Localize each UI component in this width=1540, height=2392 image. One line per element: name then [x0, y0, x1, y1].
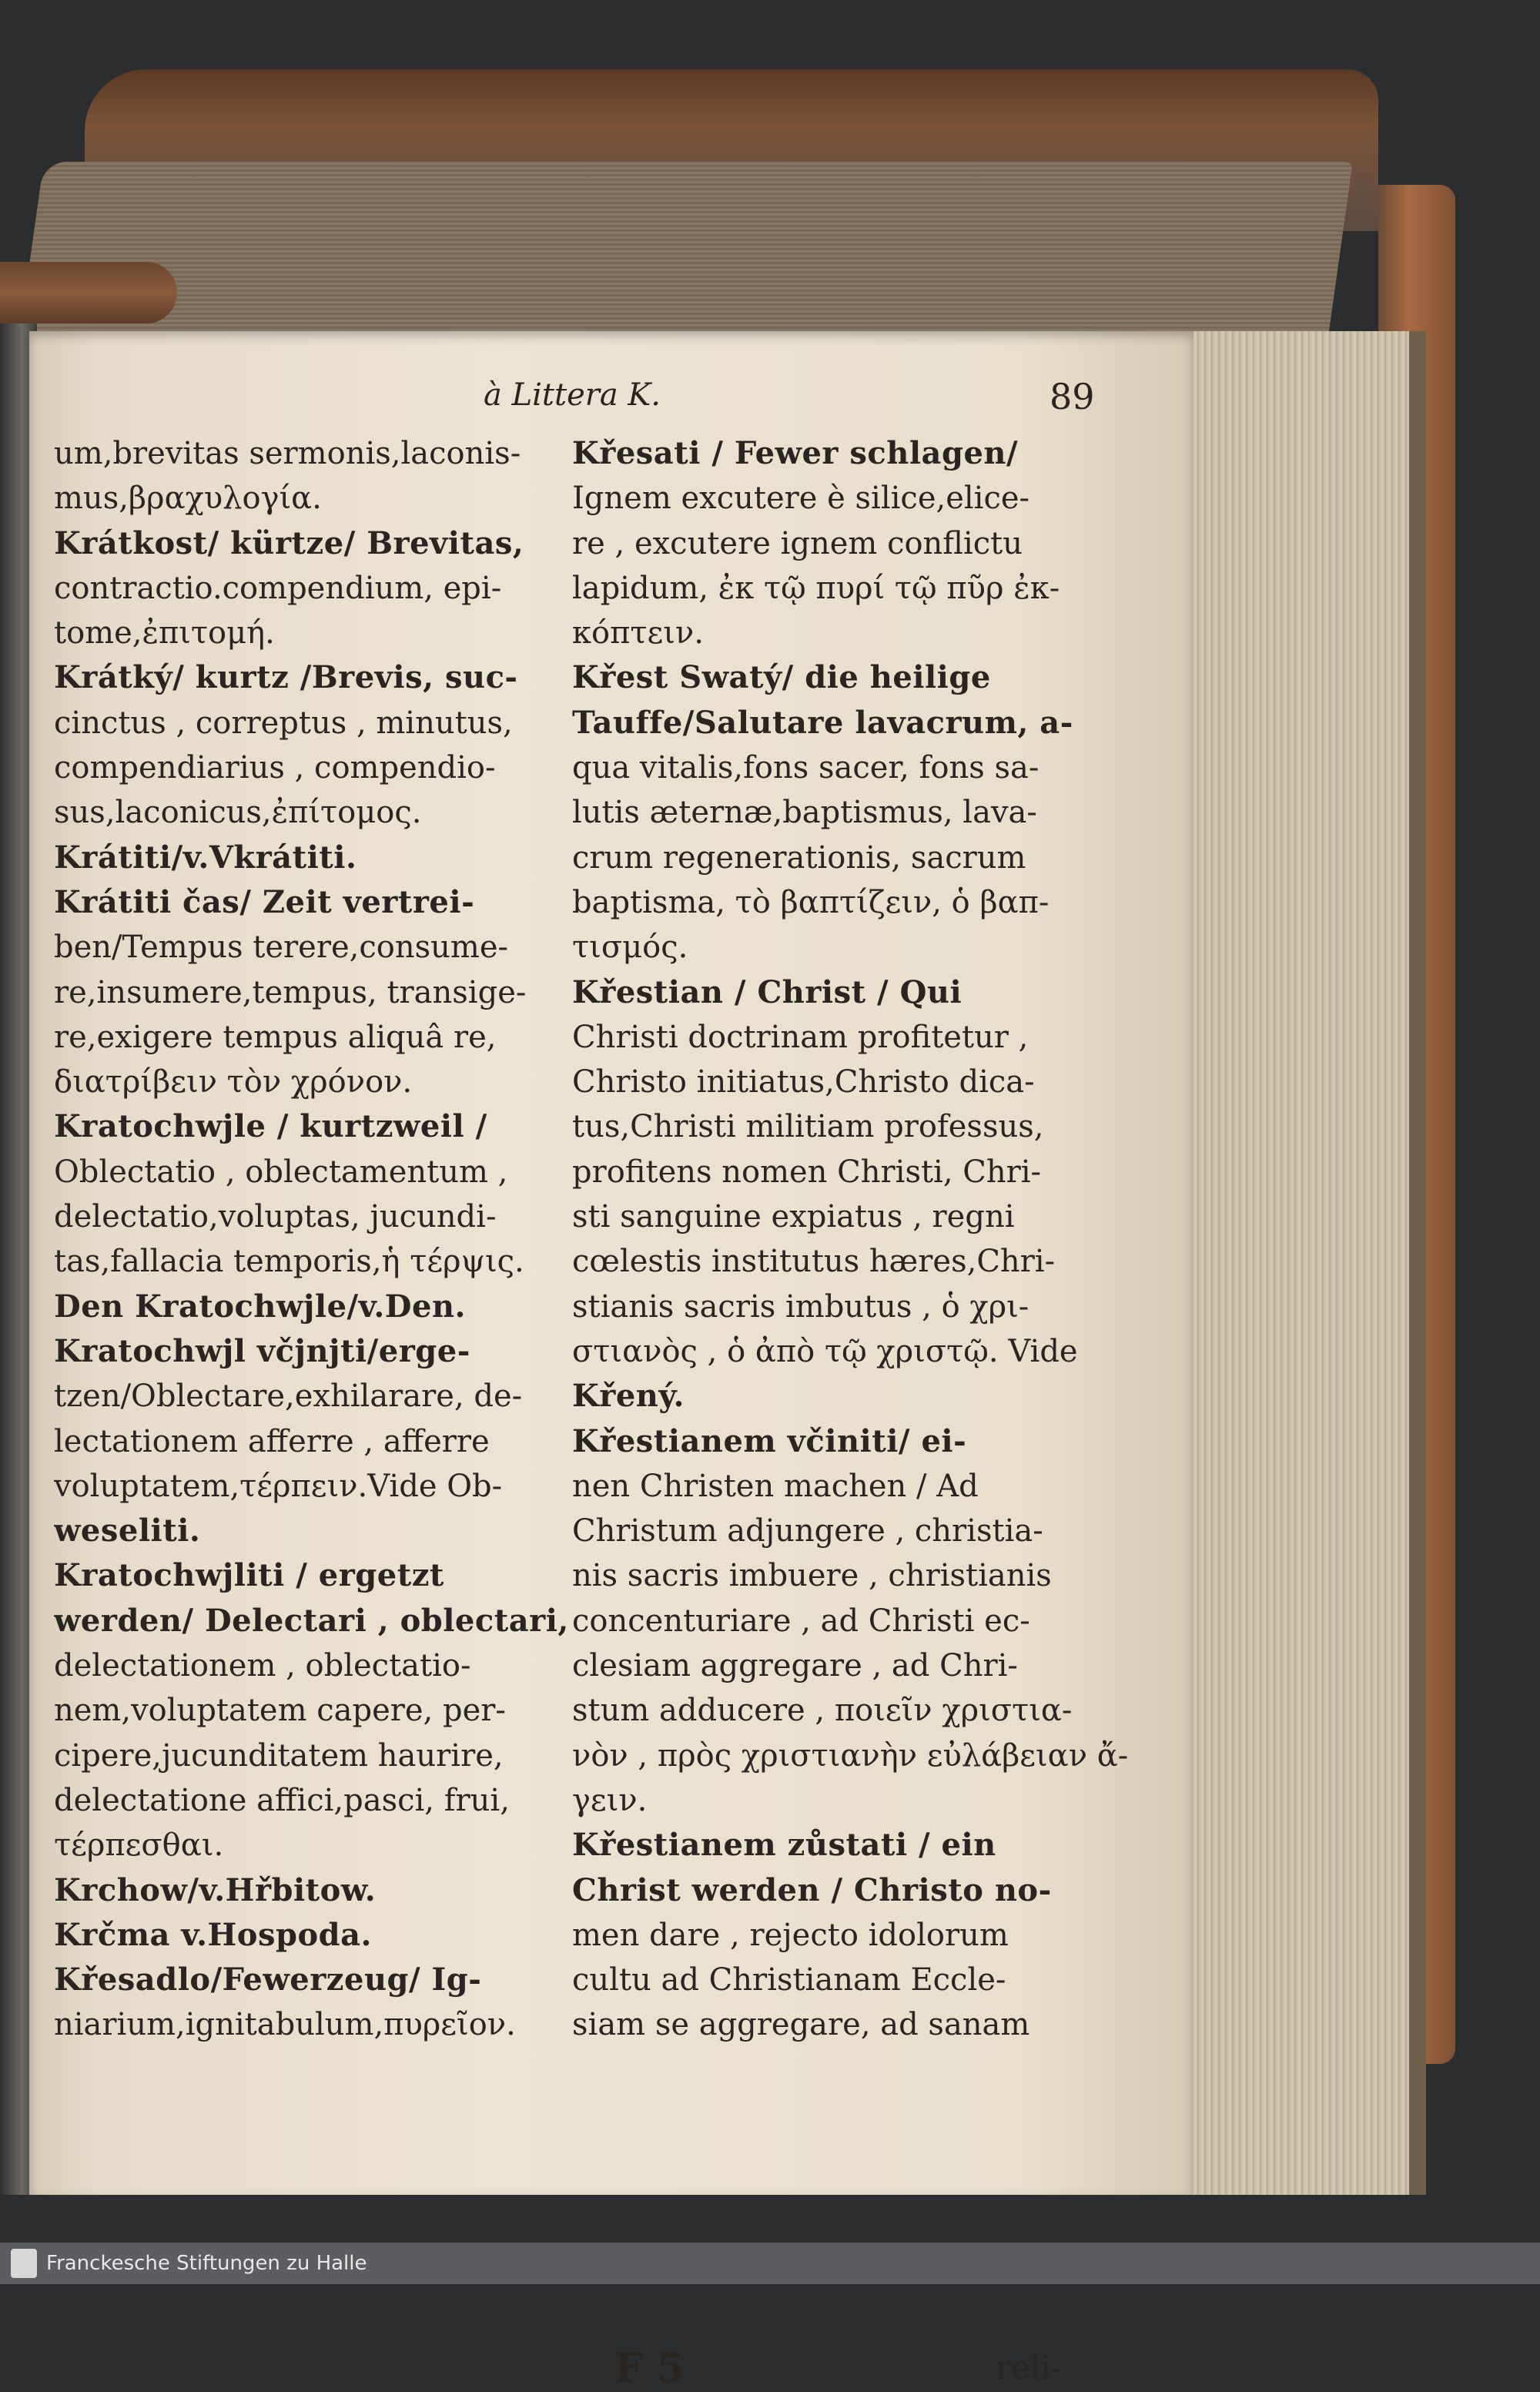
text-line: lectationem afferre , afferre: [54, 1423, 490, 1459]
text-line: ben/Tempus terere,consume-: [54, 930, 508, 966]
text-line: στιανὸς , ὁ ἀπὸ τῷ χριστῷ. Vide: [572, 1333, 1078, 1369]
footer-credit: Franckesche Stiftungen zu Halle: [46, 2252, 367, 2275]
text-line: delectationem , oblectatio-: [54, 1648, 471, 1684]
text-line: re , excutere ignem conflictu: [572, 525, 1023, 561]
text-line: nen Christen machen / Ad: [572, 1468, 979, 1504]
text-line: weseliti.: [54, 1513, 201, 1549]
text-line: siam se aggregare, ad sanam: [572, 2007, 1030, 2043]
text-line: Křestian / Christ / Qui: [572, 973, 962, 1010]
text-line: Christum adjungere , christia-: [572, 1513, 1043, 1549]
text-line: κόπτειν.: [572, 615, 704, 652]
text-line: Tauffe/Salutare lavacrum, a-: [572, 704, 1073, 741]
text-line: τισμός.: [572, 930, 688, 966]
text-line: cœlestis institutus hæres,Chri-: [572, 1244, 1056, 1280]
book-clasp: [0, 262, 177, 323]
text-line: um,brevitas sermonis,laconis-: [54, 436, 521, 471]
text-line: crum regenerationis, sacrum: [572, 839, 1026, 876]
text-line: delectatione affici,pasci, frui,: [54, 1782, 510, 1818]
text-line: voluptatem,τέρπειν.Vide Ob-: [54, 1468, 503, 1504]
text-line: delectatio,voluptas, jucundi-: [54, 1199, 497, 1235]
text-line: clesiam aggregare , ad Chri-: [572, 1648, 1018, 1684]
text-line: profitens nomen Christi, Chri-: [572, 1154, 1042, 1190]
text-line: qua vitalis,fons sacer, fons sa-: [572, 750, 1040, 786]
text-line: Krčma v.Hospoda.: [54, 1916, 372, 1953]
text-line: concenturiare , ad Christi ec-: [572, 1603, 1030, 1639]
text-line: Krchow/v.Hřbitow.: [54, 1871, 377, 1908]
right-column: [572, 431, 1146, 2048]
running-head: à Littera K.: [484, 377, 661, 413]
page-edges-right: [1186, 331, 1426, 2195]
text-line: cinctus , correptus , minutus,: [54, 705, 513, 741]
text-line: νὸν , πρὸς χριστιανὴν εὐλάβειαν ἄ-: [572, 1737, 1129, 1774]
text-line: tus,Christi militiam professus,: [572, 1109, 1044, 1145]
text-line: tzen/Oblectare,exhilarare, de-: [54, 1379, 523, 1415]
text-line: Křesati / Fewer schlagen/: [572, 435, 1019, 471]
catchword: reli-: [996, 2349, 1062, 2387]
text-line: nem,voluptatem capere, per-: [54, 1693, 506, 1729]
page-header: [29, 377, 1194, 424]
text-line: Krátkost/ kürtze/ Brevitas,: [54, 524, 524, 561]
left-column: [54, 431, 593, 2048]
page-edges-top: [18, 162, 1353, 347]
text-line: contractio.compendium, epi-: [54, 570, 502, 606]
text-line: Křest Swatý/ die heilige: [572, 659, 991, 696]
text-line: sti sanguine expiatus , regni: [572, 1199, 1015, 1235]
text-line: Den Kratochwjle/v.Den.: [54, 1288, 466, 1325]
text-line: lapidum, ἐκ τῷ πυρί τῷ πῦρ ἐκ-: [572, 570, 1060, 606]
text-line: tas,fallacia temporis,ἡ τέρψις.: [54, 1244, 524, 1280]
text-line: mus,βραχυλογία.: [54, 481, 322, 517]
text-line: cipere,jucunditatem haurire,: [54, 1737, 504, 1774]
signature-mark: F 5: [614, 2345, 685, 2392]
text-line: Kratochwjle / kurtzweil /: [54, 1108, 487, 1145]
text-line: γειν.: [572, 1782, 648, 1818]
text-line: διατρίβειν τὸν χρόνον.: [54, 1064, 413, 1101]
text-line: Krátký/ kurtz /Brevis, suc-: [54, 659, 518, 696]
text-line: niarium,ignitabulum,πυρεῖον.: [54, 2007, 516, 2043]
text-line: Christo initiatus,Christo dica-: [572, 1064, 1035, 1101]
text-line: Křestianem zůstati / ein: [572, 1827, 996, 1864]
text-line: Křestianem včiniti/ ei-: [572, 1422, 967, 1459]
text-line: lutis æternæ,baptismus, lava-: [572, 795, 1037, 831]
text-line: Christ werden / Christo no-: [572, 1871, 1052, 1908]
text-line: stum adducere , ποιεῖν χριστια-: [572, 1693, 1073, 1729]
footer-bar: [0, 2243, 1540, 2284]
text-line: stianis sacris imbutus , ὁ χρι-: [572, 1288, 1029, 1325]
text-line: re,insumere,tempus, transige-: [54, 974, 527, 1010]
text-line: werden/ Delectari , oblectari,: [54, 1602, 569, 1639]
text-line: sus,laconicus,ἐπίτομος.: [54, 795, 422, 831]
text-line: tome,ἐπιτομή.: [54, 615, 275, 652]
institution-logo-icon: [11, 2249, 37, 2278]
text-line: Krátiti čas/ Zeit vertrei-: [54, 883, 475, 920]
text-line: Ignem excutere è silice,elice-: [572, 481, 1030, 517]
text-line: Oblectatio , oblectamentum ,: [54, 1154, 508, 1190]
text-line: Christi doctrinam profitetur ,: [572, 1019, 1029, 1055]
text-line: Křesadlo/Fewerzeug/ Ig-: [54, 1962, 482, 1998]
text-line: compendiarius , compendio-: [54, 750, 496, 786]
text-line: men dare , rejecto idolorum: [572, 1917, 1009, 1953]
text-line: nis sacris imbuere , christianis: [572, 1558, 1052, 1594]
text-line: re,exigere tempus aliquâ re,: [54, 1019, 497, 1055]
text-line: cultu ad Christianam Eccle-: [572, 1962, 1006, 1998]
text-line: Křený.: [572, 1378, 685, 1415]
text-line: τέρπεσθαι.: [54, 1828, 224, 1864]
text-line: baptisma, τὸ βαπτίζειν, ὁ βαπ-: [572, 884, 1050, 920]
text-line: Kratochwjl včjnjti/erge-: [54, 1332, 470, 1369]
text-line: Kratochwjliti / ergetzt: [54, 1557, 444, 1594]
page-number: 89: [1050, 376, 1095, 417]
text-line: Krátiti/v.Vkrátiti.: [54, 839, 357, 876]
